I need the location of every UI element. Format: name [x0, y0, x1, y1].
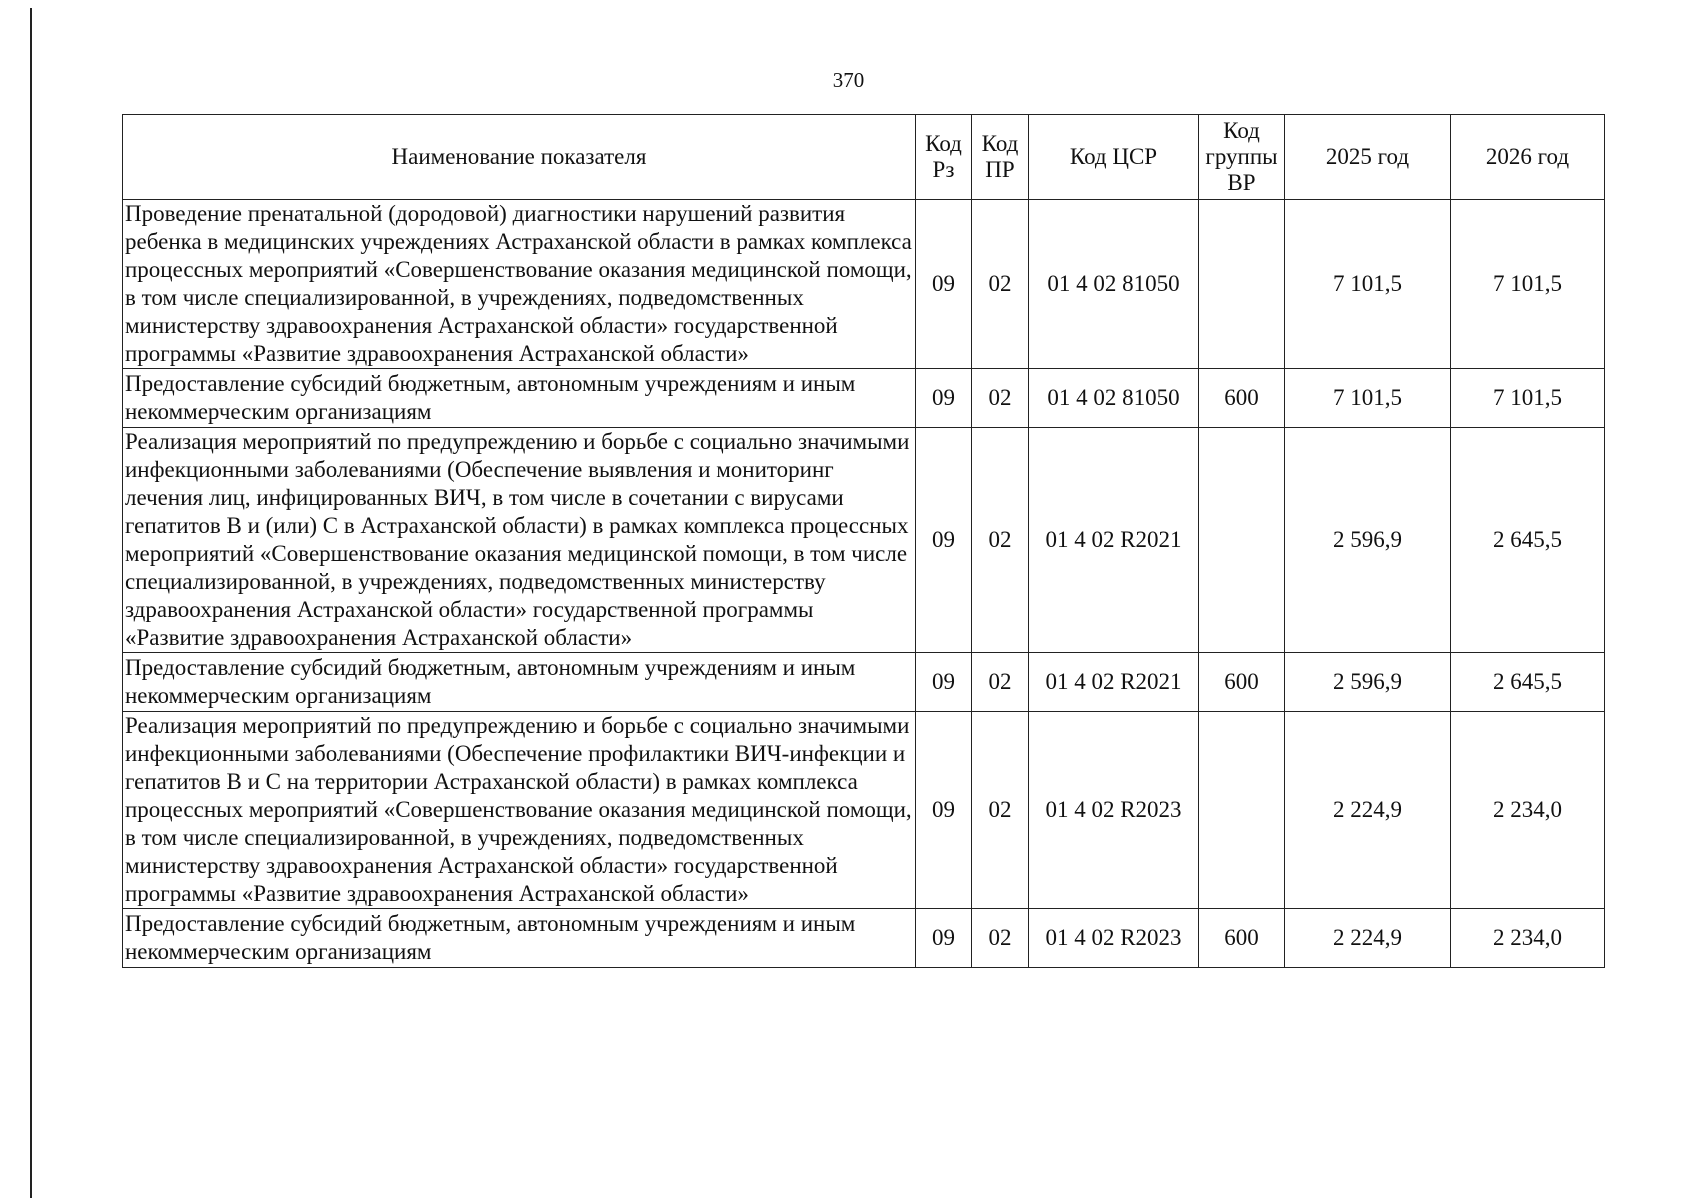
cell-csr: 01 4 02 R2023 — [1029, 909, 1199, 968]
budget-table — [122, 114, 1605, 968]
cell-2025: 2 224,9 — [1285, 909, 1451, 968]
cell-2026: 7 101,5 — [1451, 200, 1605, 369]
table-row — [123, 369, 1605, 428]
header-csr: Код ЦСР — [1029, 115, 1199, 200]
cell-vr — [1199, 712, 1285, 909]
cell-2025: 2 596,9 — [1285, 653, 1451, 712]
cell-csr: 01 4 02 R2023 — [1029, 712, 1199, 909]
header-2025: 2025 год — [1285, 115, 1451, 200]
cell-2026: 2 234,0 — [1451, 712, 1605, 909]
cell-name: Проведение пренатальной (дородовой) диагностики нарушений развития ребенка в медицинских учреждениях Астраханской области в рамках комплекса процессных мероприятий «Совершенствование оказания медицинской помощи, в том числе специализированной, в учреждениях, подведомственных министерству здравоохранения Астраханской области» государственной программы «Развитие здравоохранения Астраханской области» — [123, 200, 916, 369]
table-row — [123, 653, 1605, 712]
cell-2025: 2 224,9 — [1285, 712, 1451, 909]
cell-rz: 09 — [916, 712, 972, 909]
table-row — [123, 428, 1605, 653]
cell-2026: 2 645,5 — [1451, 428, 1605, 653]
header-row — [123, 115, 1605, 200]
cell-pr: 02 — [972, 200, 1029, 369]
table-row — [123, 909, 1605, 968]
cell-name: Реализация мероприятий по предупреждению и борьбе с социально значимыми инфекционными заболеваниями (Обеспечение профилактики ВИЧ-инфекции и гепатитов B и C на территории Астраханской области) в рамках комплекса процессных мероприятий «Совершенствование оказания медицинской помощи, в том числе специализированной, в учреждениях, подведомственных министерству здравоохранения Астраханской области» государственной программы «Развитие здравоохранения Астраханской области» — [123, 712, 916, 909]
cell-pr: 02 — [972, 428, 1029, 653]
cell-name: Реализация мероприятий по предупреждению и борьбе с социально значимыми инфекционными заболеваниями (Обеспечение выявления и мониторинг лечения лиц, инфицированных ВИЧ, в том числе в сочетании с вирусами гепатитов B и (или) C в Астраханской области) в рамках комплекса процессных мероприятий «Совершенствование оказания медицинской помощи, в том числе специализированной, в учреждениях, подведомственных министерству здравоохранения Астраханской области» государственной программы «Развитие здравоохранения Астраханской области» — [123, 428, 916, 653]
cell-name: Предоставление субсидий бюджетным, автономным учреждениям и иным некоммерческим организациям — [123, 909, 916, 968]
header-vr: Код группы ВР — [1199, 115, 1285, 200]
cell-rz: 09 — [916, 200, 972, 369]
cell-vr — [1199, 428, 1285, 653]
cell-csr: 01 4 02 81050 — [1029, 200, 1199, 369]
cell-pr: 02 — [972, 369, 1029, 428]
cell-pr: 02 — [972, 653, 1029, 712]
cell-2026: 7 101,5 — [1451, 369, 1605, 428]
cell-csr: 01 4 02 R2021 — [1029, 428, 1199, 653]
cell-2026: 2 234,0 — [1451, 909, 1605, 968]
cell-2026: 2 645,5 — [1451, 653, 1605, 712]
cell-rz: 09 — [916, 909, 972, 968]
cell-rz: 09 — [916, 653, 972, 712]
header-2026: 2026 год — [1451, 115, 1605, 200]
margin-line — [30, 8, 32, 1198]
cell-pr: 02 — [972, 909, 1029, 968]
cell-name: Предоставление субсидий бюджетным, автономным учреждениям и иным некоммерческим организациям — [123, 369, 916, 428]
cell-rz: 09 — [916, 369, 972, 428]
cell-csr: 01 4 02 81050 — [1029, 369, 1199, 428]
cell-pr: 02 — [972, 712, 1029, 909]
header-pr: Код ПР — [972, 115, 1029, 200]
cell-vr: 600 — [1199, 369, 1285, 428]
table-row — [123, 200, 1605, 369]
header-name: Наименование показателя — [123, 115, 916, 200]
table-row — [123, 712, 1605, 909]
cell-2025: 2 596,9 — [1285, 428, 1451, 653]
cell-vr — [1199, 200, 1285, 369]
cell-2025: 7 101,5 — [1285, 200, 1451, 369]
cell-rz: 09 — [916, 428, 972, 653]
cell-csr: 01 4 02 R2021 — [1029, 653, 1199, 712]
cell-2025: 7 101,5 — [1285, 369, 1451, 428]
cell-vr: 600 — [1199, 909, 1285, 968]
cell-vr: 600 — [1199, 653, 1285, 712]
header-rz: Код Рз — [916, 115, 972, 200]
page-number: 370 — [832, 68, 865, 92]
cell-name: Предоставление субсидий бюджетным, автономным учреждениям и иным некоммерческим организациям — [123, 653, 916, 712]
